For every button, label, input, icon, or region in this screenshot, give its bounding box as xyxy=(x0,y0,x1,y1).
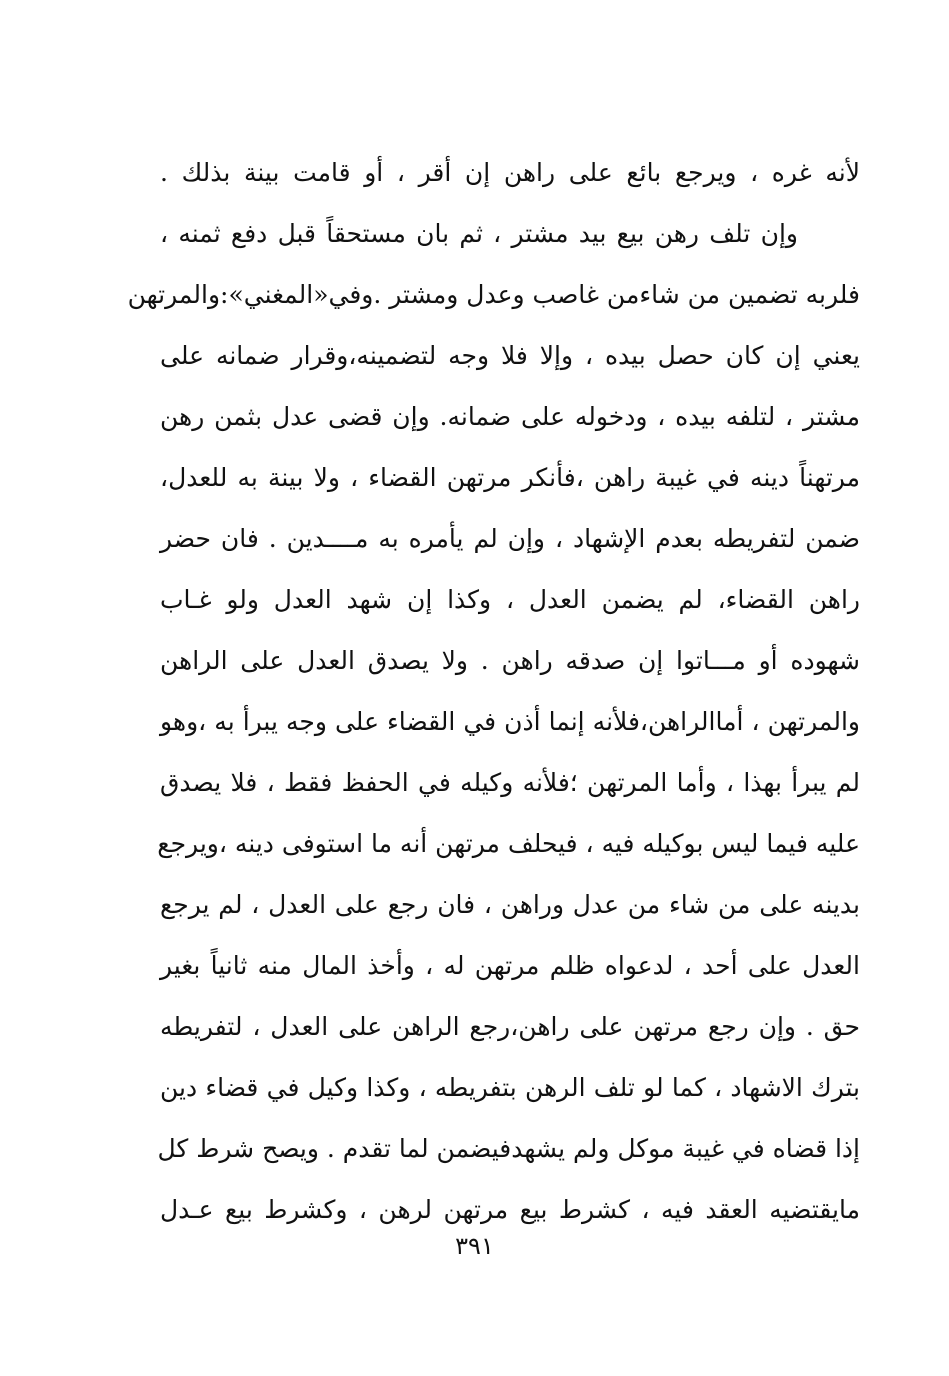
text-line-1: لأنه غره ، ويرجع بائع على راهن إن أقر ، أو قامت بينة بذلك . xyxy=(160,158,860,187)
page-number: ٣٩١ xyxy=(455,1232,494,1260)
text-line-7: ضمن لتفريطه بعدم الإشهاد ، وإن لم يأمره به مــــدين . فان حضر xyxy=(160,524,860,553)
text-line-16: بترك الاشهاد ، كما لو تلف الرهن بتفريطه ، وكذا وكيل في قضاء دين xyxy=(160,1073,860,1102)
text-line-3: فلربه تضمين من شاءمن غاصب وعدل ومشتر .وفي«المغني»:والمرتهن xyxy=(127,280,860,309)
text-line-4: يعني إن كان حصل بيده ، وإلا فلا وجه لتضمينه،وقرار ضمانه على xyxy=(160,341,860,370)
text-line-5: مشتر ، لتلفه بيده ، ودخوله على ضمانه. وإن قضى عدل بثمن رهن xyxy=(160,402,860,431)
text-line-9: شهوده أو مـــاتوا إن صدقه راهن . ولا يصدق العدل على الراهن xyxy=(160,646,860,675)
text-line-10: والمرتهن ، أماالراهن،فلأنه إنما أذن في القضاء على وجه يبرأ به ،وهو xyxy=(160,707,860,736)
text-line-8: راهن القضاء، لم يضمن العدل ، وكذا إن شهد العدل ولو غـاب xyxy=(160,585,860,614)
body-text xyxy=(127,150,860,1248)
text-line-11: لم يبرأ بهذا ، وأما المرتهن ؛فلأنه وكيله في الحفظ فقط ، فلا يصدق xyxy=(160,768,860,797)
text-line-6: مرتهناً دينه في غيبة راهن ،فأنكر مرتهن القضاء ، ولا بينة به للعدل، xyxy=(160,463,860,492)
text-line-18: مايقتضيه العقد فيه ، كشرط بيع مرتهن لرهن ، وكشرط بيع عـدل xyxy=(160,1195,860,1224)
text-line-17: إذا قضاه في غيبة موكل ولم يشهدفيضمن لما تقدم . ويصح شرط كل xyxy=(157,1134,860,1163)
text-line-2: وإن تلف رهن بيع بيد مشتر ، ثم بان مستحقاً قبل دفع ثمنه ، xyxy=(160,219,798,248)
text-line-14: العدل على أحد ، لدعواه ظلم مرتهن له ، وأخذ المال منه ثانياً بغير xyxy=(160,951,860,980)
text-line-15: حق . وإن رجع مرتهن على راهن،رجع الراهن على العدل ، لتفريطه xyxy=(160,1012,860,1041)
text-line-12: عليه فيما ليس بوكيله فيه ، فيحلف مرتهن أنه ما استوفى دينه ،ويرجع xyxy=(157,829,860,858)
text-line-13: بدينه على من شاء من عدل وراهن ، فان رجع على العدل ، لم يرجع xyxy=(160,890,860,919)
